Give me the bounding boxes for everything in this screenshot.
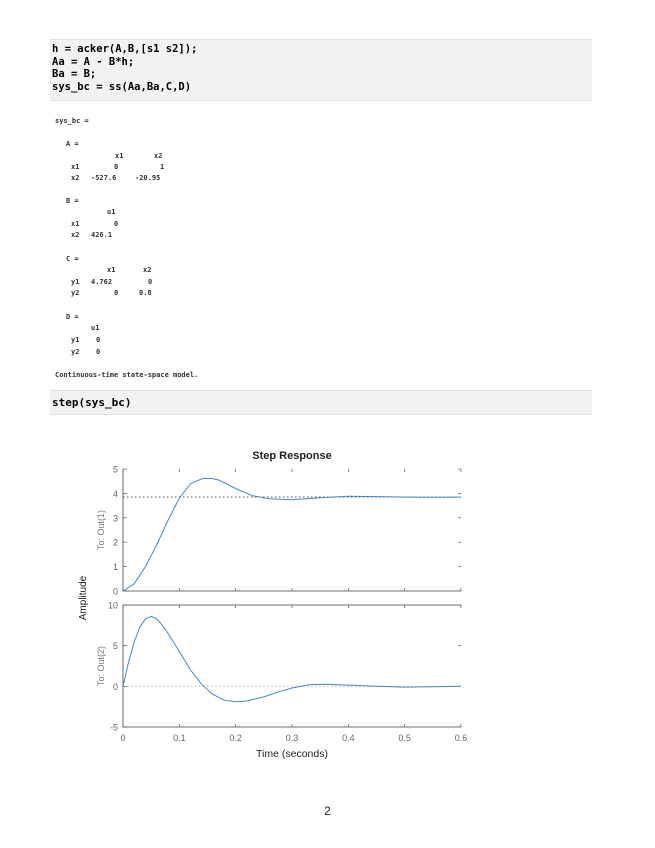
output-var-name: sys_bc = xyxy=(55,117,89,125)
matrix-a-row-name: x1 xyxy=(71,163,80,171)
matrix-c-row-name: y1 xyxy=(71,278,80,286)
matrix-a-label: A = xyxy=(66,140,79,148)
matrix-a-cell: -527.6 xyxy=(91,174,117,182)
matrix-a-col-header: x1 xyxy=(115,152,124,160)
code-line: Aa = A - B*h; xyxy=(52,55,135,68)
code-line: Ba = B; xyxy=(52,68,97,80)
y-axis-label: Amplitude xyxy=(78,575,89,621)
response-line xyxy=(123,616,461,701)
matrix-b-cell: 426.1 xyxy=(91,231,113,239)
y-tick-label: -5 xyxy=(109,722,118,733)
code-line: h = acker(A,B,[s1 s2]); xyxy=(52,43,198,55)
matrix-d-col-header: u1 xyxy=(91,324,100,332)
matrix-c-col-header: x1 xyxy=(107,266,116,274)
x-tick-label: 0.5 xyxy=(398,733,411,743)
matrix-b-label: B = xyxy=(66,197,79,205)
y-tick-label: 0 xyxy=(112,586,118,597)
matrix-a-row-name: x2 xyxy=(71,174,80,182)
y-tick-label: 4 xyxy=(112,488,118,499)
matrix-b-cell: 0 xyxy=(114,220,119,228)
matrix-c-cell: 0 xyxy=(148,278,153,286)
y-tick-label: 10 xyxy=(107,600,118,611)
matrix-d-row-name: y2 xyxy=(71,348,80,356)
y-tick-label: 5 xyxy=(112,641,118,652)
matrix-d-label: D = xyxy=(66,313,79,321)
matrix-a-cell: 0 xyxy=(114,163,119,171)
matrix-b-col-header: u1 xyxy=(107,208,116,216)
code-line: step(sys_bc) xyxy=(52,396,132,409)
x-tick-label: 0.6 xyxy=(454,733,468,743)
matrix-c-col-header: x2 xyxy=(143,266,152,274)
subplot-ylabel: To: Out(2) xyxy=(96,645,106,687)
matrix-c-row-name: y2 xyxy=(71,289,80,297)
matrix-a-cell: -20.95 xyxy=(135,174,161,182)
matrix-b-row-name: x2 xyxy=(71,231,80,239)
code-cell-1[interactable] xyxy=(50,39,592,101)
x-tick-label: 0.2 xyxy=(229,733,242,743)
subplot-ylabel: To: Out(1) xyxy=(96,509,106,551)
x-axis-label: Time (seconds) xyxy=(256,748,328,760)
y-tick-label: 1 xyxy=(112,562,118,573)
matrix-a-col-header: x2 xyxy=(154,152,163,160)
matrix-d-row-name: y1 xyxy=(71,336,80,344)
matrix-c-cell: 0.8 xyxy=(139,289,152,297)
response-line xyxy=(123,478,461,591)
chart-title: Step Response xyxy=(252,450,332,462)
matrix-a-cell: 1 xyxy=(160,163,165,171)
x-tick-label: 0.3 xyxy=(285,733,299,743)
x-tick-label: 0 xyxy=(120,733,126,743)
y-tick-label: 2 xyxy=(112,537,118,548)
matrix-d-cell: 0 xyxy=(96,348,101,356)
matrix-c-label: C = xyxy=(66,255,79,263)
matrix-b-row-name: x1 xyxy=(71,220,80,228)
matrix-c-cell: 0 xyxy=(114,289,119,297)
model-summary: Continuous-time state-space model. xyxy=(55,371,199,379)
matrix-d-cell: 0 xyxy=(96,336,101,344)
x-tick-label: 0.1 xyxy=(173,733,186,743)
code-line: sys_bc = ss(Aa,Ba,C,D) xyxy=(52,80,192,93)
matrix-c-cell: 4.762 xyxy=(91,278,113,286)
y-tick-label: 0 xyxy=(112,681,118,692)
code-cell-2[interactable] xyxy=(50,390,592,415)
y-tick-label: 3 xyxy=(112,513,118,524)
page-number: 2 xyxy=(324,804,331,818)
y-tick-label: 5 xyxy=(112,464,118,475)
x-tick-label: 0.4 xyxy=(342,733,355,743)
